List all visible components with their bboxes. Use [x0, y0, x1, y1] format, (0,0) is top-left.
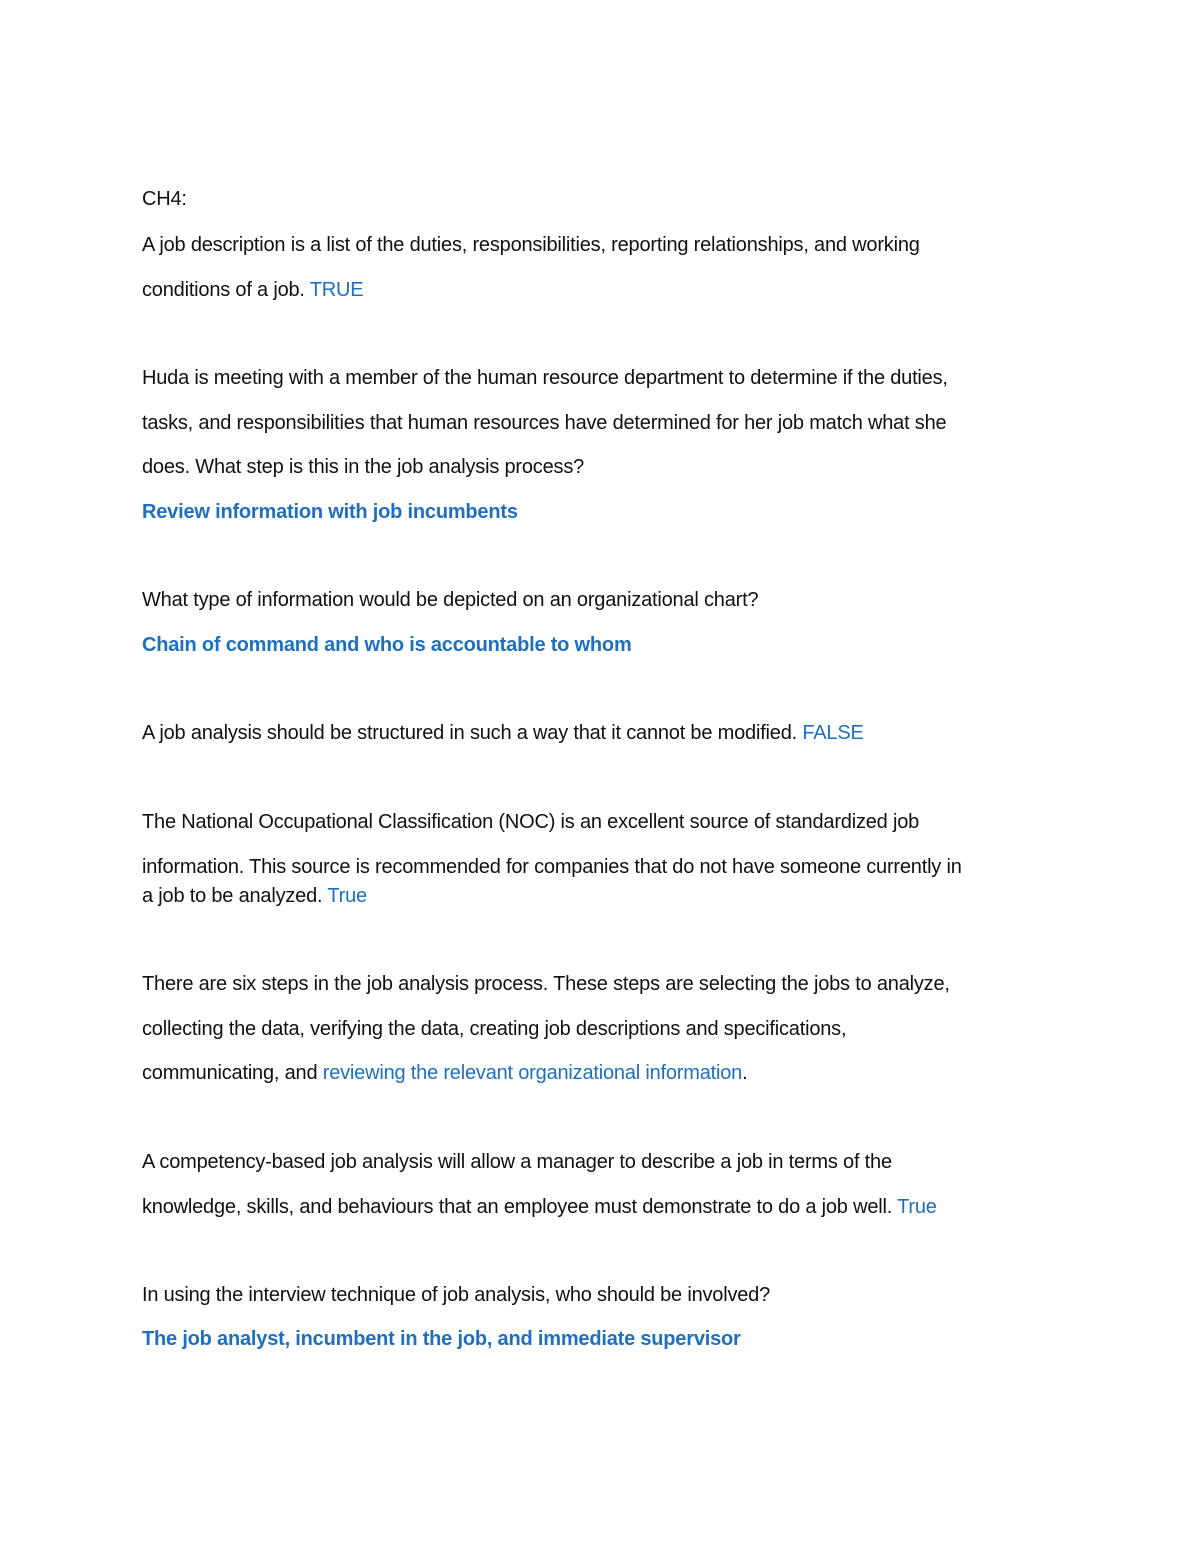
q7-line-1: A competency-based job analysis will allow a manager to describe a job in terms of the	[142, 1151, 892, 1173]
q5-answer: True	[327, 885, 367, 907]
chapter-heading: CH4:	[142, 188, 187, 210]
q3-line-1: What type of information would be depicted on an organizational chart?	[142, 589, 759, 611]
q6-line-3-end: .	[742, 1062, 748, 1084]
q1-line-2-text: conditions of a job.	[142, 279, 305, 301]
q8-answer: The job analyst, incumbent in the job, and immediate supervisor	[142, 1328, 741, 1350]
q6-line-3-text: communicating, and	[142, 1062, 318, 1084]
q2-line-3: does. What step is this in the job analysis process?	[142, 456, 585, 478]
q4-line-1-text: A job analysis should be structured in such a way that it cannot be modified.	[142, 722, 797, 744]
q2-answer: Review information with job incumbents	[142, 501, 518, 523]
q4-answer: FALSE	[802, 722, 864, 744]
q1-answer: TRUE	[309, 279, 364, 301]
q1-line-1: A job description is a list of the duties, responsibilities, reporting relationships, and working	[142, 234, 920, 256]
q7-line-2-text: knowledge, skills, and behaviours that an employee must demonstrate to do a job well.	[142, 1196, 893, 1218]
q2-line-2: tasks, and responsibilities that human resources have determined for her job match what she	[142, 412, 947, 434]
q5-line-3-text: a job to be analyzed.	[142, 885, 323, 907]
q5-line-3	[142, 885, 367, 908]
q6-line-2: collecting the data, verifying the data, creating job descriptions and specifications,	[142, 1018, 847, 1040]
q5-line-2: information. This source is recommended for companies that do not have someone currently in	[142, 856, 962, 878]
q8-line-1: In using the interview technique of job analysis, who should be involved?	[142, 1284, 771, 1306]
q3-answer: Chain of command and who is accountable to whom	[142, 634, 632, 656]
q4-line-1	[142, 722, 864, 745]
q6-line-3	[142, 1062, 747, 1085]
q2-line-1: Huda is meeting with a member of the human resource department to determine if the duties,	[142, 367, 948, 389]
q5-line-1: The National Occupational Classification (NOC) is an excellent source of standardized job	[142, 811, 920, 833]
q7-line-2	[142, 1196, 937, 1219]
q7-answer: True	[897, 1196, 937, 1218]
q6-answer: reviewing the relevant organizational information	[322, 1062, 743, 1084]
q6-line-1: There are six steps in the job analysis process. These steps are selecting the jobs to analyze,	[142, 973, 950, 995]
q1-line-2	[142, 279, 363, 302]
